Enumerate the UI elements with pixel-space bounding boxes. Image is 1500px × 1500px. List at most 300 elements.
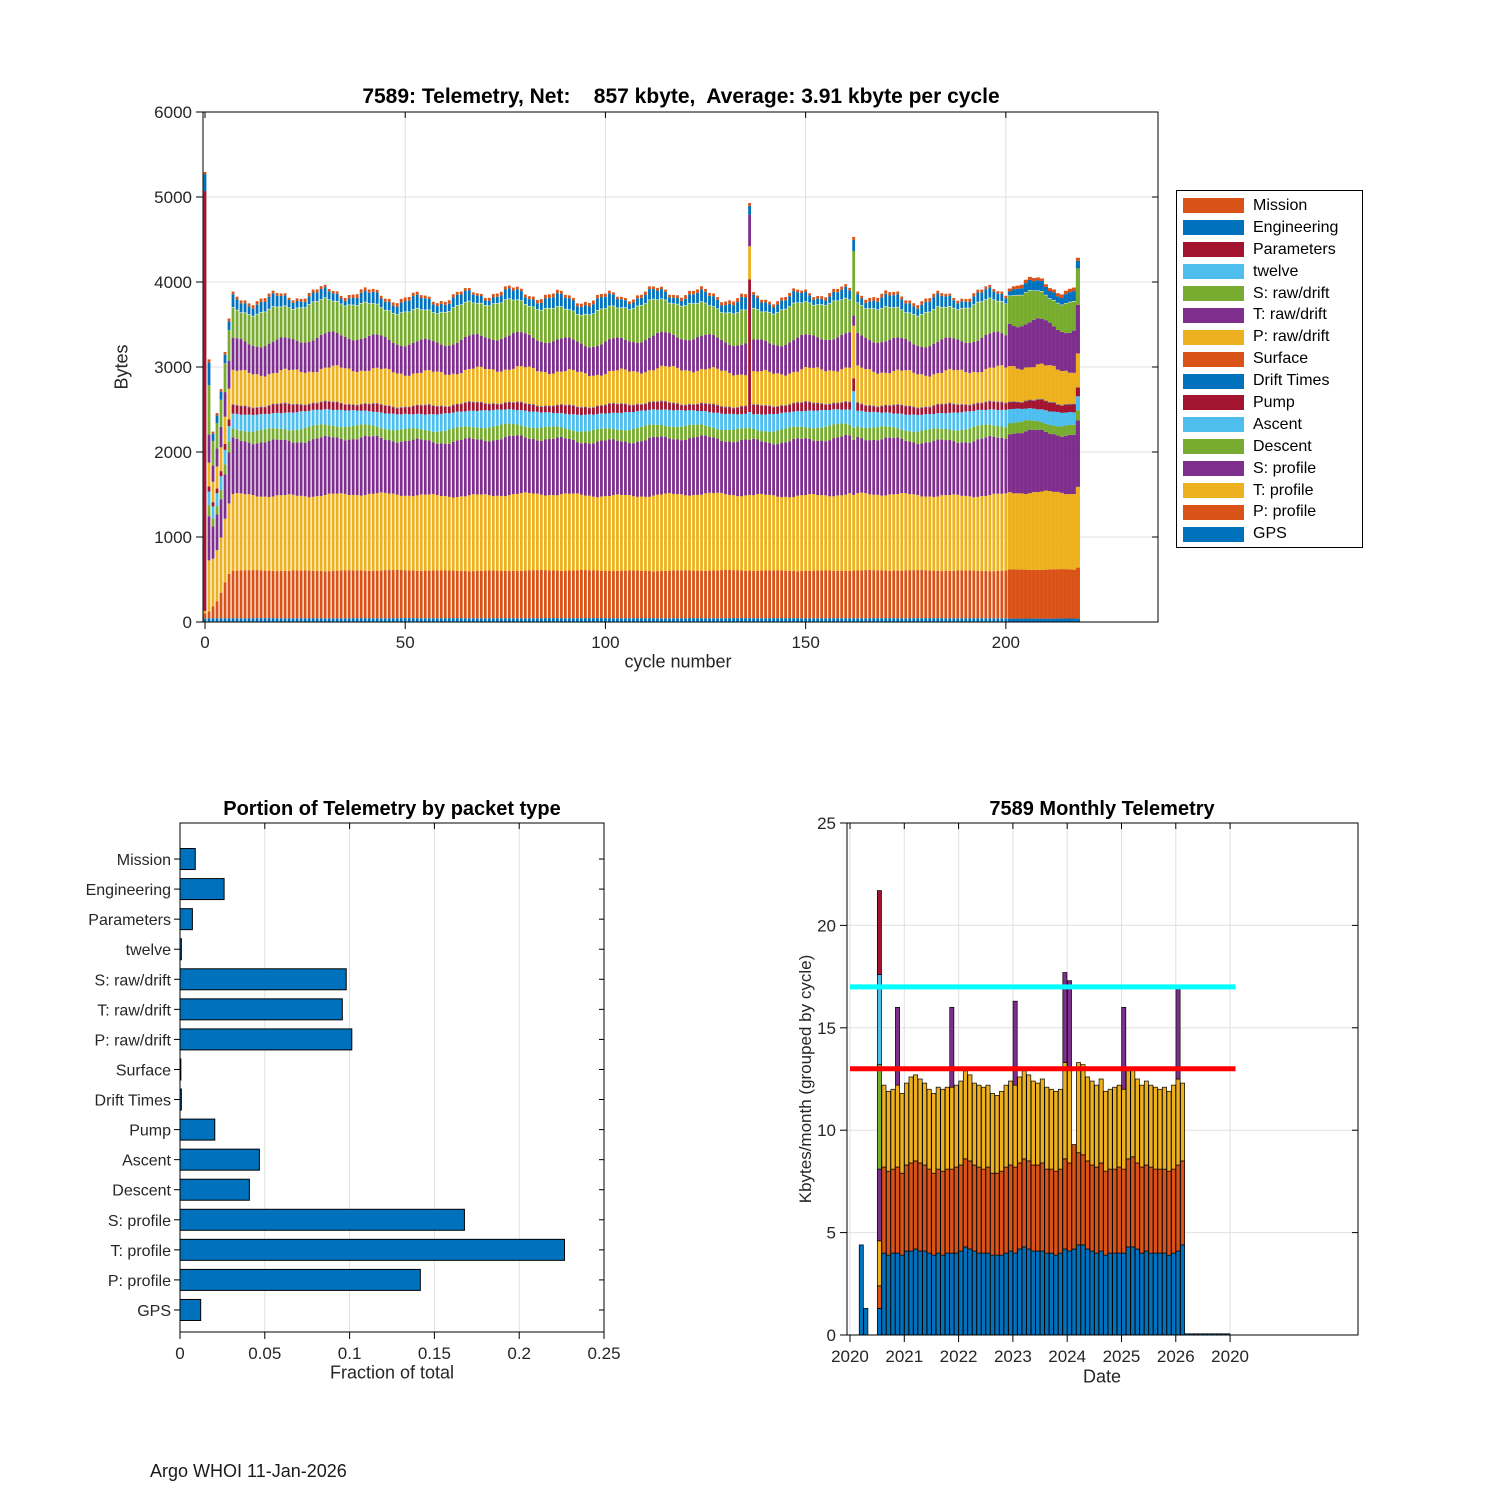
bar-segment — [1056, 296, 1060, 303]
bar-segment — [608, 618, 611, 622]
bar-segment — [208, 435, 211, 463]
bar-segment — [1040, 619, 1044, 622]
bar-segment — [460, 404, 463, 412]
bar-segment — [420, 618, 423, 622]
bar-segment — [1012, 296, 1016, 326]
bar-segment — [812, 618, 815, 622]
bar-segment — [608, 439, 611, 496]
bar-segment — [560, 427, 563, 437]
bar-segment — [660, 366, 663, 401]
bar-segment — [844, 424, 847, 435]
monthly-bar-segment — [968, 1249, 972, 1335]
bar-segment — [708, 404, 711, 412]
bar-segment — [1040, 570, 1044, 619]
bar-segment — [804, 571, 807, 618]
bar-segment — [380, 571, 383, 619]
bar-segment — [900, 414, 903, 430]
bar-segment — [1020, 295, 1024, 326]
bar-segment — [688, 371, 691, 404]
bar-segment — [672, 298, 675, 304]
bar-segment — [844, 409, 847, 423]
bar-segment — [828, 296, 831, 303]
bar-segment — [956, 443, 959, 495]
bar-segment — [1040, 281, 1044, 291]
bar-segment — [916, 432, 919, 444]
bar-segment — [600, 429, 603, 441]
bar-segment — [924, 348, 927, 376]
bar-segment — [712, 570, 715, 618]
bar-segment — [932, 497, 935, 571]
bar-segment — [660, 401, 663, 409]
bar-segment — [968, 308, 971, 343]
bar-segment — [460, 305, 463, 340]
bar-segment — [320, 300, 323, 335]
bar-segment — [832, 571, 835, 618]
bar-segment — [964, 411, 967, 429]
bar-segment — [872, 412, 875, 428]
bar-segment — [828, 440, 831, 496]
bar-segment — [584, 314, 587, 346]
bar-segment — [476, 367, 479, 402]
bar-segment — [404, 407, 407, 413]
bar-segment — [324, 425, 327, 436]
bar-segment — [356, 425, 359, 439]
bar-segment — [988, 287, 991, 297]
bar-segment — [796, 571, 799, 618]
bar-segment — [864, 440, 867, 493]
bar-segment — [664, 437, 667, 494]
bar-segment — [1076, 487, 1080, 568]
bar-segment — [876, 412, 879, 427]
legend-swatch — [1183, 286, 1244, 301]
bar-segment — [852, 618, 855, 622]
bar-segment — [452, 571, 455, 619]
bar-segment — [536, 570, 539, 618]
bar-segment — [568, 570, 571, 618]
bar-segment — [244, 618, 247, 622]
bar-segment — [356, 306, 359, 340]
bar-segment — [944, 618, 947, 622]
bar-segment — [732, 570, 735, 618]
bar-segment — [676, 304, 679, 337]
bar-segment — [944, 296, 947, 307]
bar-segment — [864, 493, 867, 570]
bar-segment — [1028, 493, 1032, 570]
bar-segment — [512, 618, 515, 622]
bar-segment — [724, 301, 727, 304]
bar-segment — [284, 295, 287, 305]
bar-segment — [300, 429, 303, 442]
bar-segment — [436, 444, 439, 495]
bar-segment — [632, 443, 635, 496]
bar-segment — [820, 299, 823, 304]
bar-segment — [920, 570, 923, 618]
monthly-bar-segment — [1171, 1169, 1175, 1253]
bar-segment — [848, 368, 851, 402]
bar-segment — [1016, 493, 1020, 569]
bar-segment — [404, 301, 407, 312]
bar-segment — [668, 439, 671, 493]
bar-segment — [836, 292, 839, 300]
bar-segment — [264, 346, 267, 376]
bar-segment — [272, 291, 275, 294]
bar-segment — [240, 303, 243, 312]
bar-segment — [364, 291, 367, 302]
bar-segment — [432, 494, 435, 571]
bar-segment — [776, 570, 779, 618]
bar-segment — [764, 431, 767, 442]
bar-segment — [980, 293, 983, 302]
bar-segment — [684, 411, 687, 426]
bar-segment — [760, 371, 763, 405]
bar-segment — [316, 496, 319, 571]
bar-segment — [600, 618, 603, 622]
bar-segment — [692, 372, 695, 404]
bar-segment — [540, 310, 543, 341]
bar-segment — [596, 298, 599, 310]
bar-segment — [812, 300, 815, 305]
bar-segment — [388, 414, 391, 430]
bar-segment — [900, 571, 903, 619]
bar-segment — [904, 415, 907, 431]
bar-segment — [716, 493, 719, 571]
bar-segment — [676, 427, 679, 439]
bar-segment — [480, 367, 483, 402]
bar-segment — [996, 410, 999, 426]
bar-segment — [1024, 283, 1028, 292]
bar-segment — [520, 402, 523, 410]
bar-segment — [432, 442, 435, 494]
bar-segment — [976, 372, 979, 402]
bar-segment — [276, 307, 279, 339]
legend-label: Ascent — [1253, 415, 1302, 433]
bar-segment — [728, 373, 731, 407]
bar-segment — [396, 414, 399, 430]
bar-segment — [980, 618, 983, 622]
bar-segment — [856, 292, 859, 295]
bar-segment — [684, 370, 687, 404]
bar-segment — [688, 618, 691, 622]
bar-segment — [456, 404, 459, 411]
bar-segment — [552, 294, 555, 298]
bar-segment — [876, 343, 879, 374]
bar-segment — [1052, 366, 1056, 402]
bar-segment — [376, 571, 379, 619]
monthly-bar-segment — [1013, 1167, 1017, 1253]
bar-segment — [920, 415, 923, 431]
bar-segment — [972, 296, 975, 304]
bar-segment — [968, 343, 971, 373]
bar-segment — [564, 429, 567, 439]
monthly-bar-segment — [959, 1081, 963, 1165]
bar-segment — [396, 303, 399, 307]
bar-segment — [580, 570, 583, 618]
bar-segment — [852, 440, 855, 495]
bar-segment — [544, 295, 547, 299]
bar-segment — [708, 293, 711, 296]
bar-segment — [428, 431, 431, 440]
bar-segment — [556, 437, 559, 495]
monthly-bar-segment — [1158, 1089, 1162, 1169]
bar-segment — [304, 405, 307, 411]
bar-segment — [456, 295, 459, 305]
bar-segment — [552, 426, 555, 438]
bar-segment — [264, 298, 267, 302]
bar-segment — [796, 338, 799, 372]
bar-segment — [432, 372, 435, 405]
bar-segment — [840, 287, 843, 290]
bar-segment — [568, 405, 571, 414]
bar-segment — [864, 428, 867, 440]
bar-segment — [488, 301, 491, 306]
bar-segment — [220, 490, 223, 499]
bar-segment — [640, 305, 643, 342]
monthly-bar-segment — [1167, 1255, 1171, 1335]
bar-segment — [756, 571, 759, 618]
bar-segment — [964, 372, 967, 404]
bar-segment — [236, 299, 239, 309]
bar-segment — [384, 493, 387, 570]
legend-swatch — [1183, 242, 1244, 257]
bar-segment — [852, 240, 855, 251]
bar-segment — [264, 312, 267, 346]
bar-segment — [420, 414, 423, 429]
legend-label: Parameters — [1253, 240, 1336, 258]
bar-segment — [800, 439, 803, 495]
bar-segment — [656, 402, 659, 410]
bar-segment — [744, 414, 747, 429]
bar-segment — [312, 426, 315, 440]
bar-segment — [912, 494, 915, 570]
bar-segment — [232, 618, 235, 622]
bar-segment — [296, 298, 299, 301]
bar-segment — [728, 304, 731, 313]
bar-segment — [440, 443, 443, 496]
bar-segment — [480, 494, 483, 570]
bar-segment — [912, 315, 915, 345]
bar-segment — [468, 288, 471, 290]
bar-segment — [836, 424, 839, 437]
bar-segment — [1012, 493, 1016, 569]
bar-segment — [824, 570, 827, 618]
bar-segment — [528, 404, 531, 411]
bar-segment — [632, 371, 635, 404]
bar-segment — [952, 441, 955, 494]
category-label: Surface — [115, 1062, 171, 1080]
legend-item-parameters — [1177, 239, 1362, 261]
monthly-bar-segment — [1085, 1161, 1089, 1249]
bar-segment — [336, 294, 339, 301]
monthly-bar-segment — [882, 1167, 886, 1253]
bar-segment — [780, 310, 783, 346]
bar-segment — [284, 403, 287, 412]
bar-segment — [520, 301, 523, 332]
bar-segment — [552, 495, 555, 570]
bar-segment — [352, 495, 355, 570]
bar-segment — [536, 303, 539, 309]
bar-segment — [1024, 280, 1028, 283]
bar-segment — [452, 297, 455, 307]
bar-segment — [920, 347, 923, 374]
bar-segment — [804, 411, 807, 427]
legend-swatch — [1183, 264, 1244, 279]
monthly-bar-segment — [1158, 1169, 1162, 1253]
bar-segment — [608, 306, 611, 339]
bar-segment — [848, 300, 851, 332]
bar-segment — [904, 570, 907, 618]
bar-segment — [840, 423, 843, 436]
bar-segment — [1060, 294, 1064, 298]
bar-segment — [1004, 304, 1007, 335]
monthly-bar-segment — [1113, 1087, 1117, 1169]
bar-segment — [452, 405, 455, 412]
bar-segment — [660, 618, 663, 622]
bar-segment — [928, 414, 931, 429]
bar-segment — [260, 442, 263, 496]
bar-segment — [300, 308, 303, 343]
bar-segment — [788, 618, 791, 622]
bar-segment — [608, 413, 611, 428]
bar-segment — [380, 412, 383, 428]
bar-segment — [496, 571, 499, 619]
bar-segment — [256, 408, 259, 415]
bar-segment — [1000, 294, 1003, 301]
bar-segment — [440, 372, 443, 405]
bar-segment — [1068, 405, 1072, 412]
monthly-bar-segment — [1126, 1247, 1130, 1335]
bar-segment — [956, 413, 959, 431]
category-label: Engineering — [85, 882, 171, 900]
bar-segment — [956, 495, 959, 571]
monthly-bar-segment — [936, 1169, 940, 1253]
bar-segment — [216, 506, 219, 514]
bar-segment — [524, 305, 527, 333]
ytick-label: 10 — [817, 1121, 836, 1141]
bar-segment — [436, 306, 439, 313]
bar-segment — [356, 411, 359, 426]
bar-segment — [592, 443, 595, 496]
bar-segment — [380, 428, 383, 438]
portion-bar — [180, 999, 342, 1020]
bar-segment — [304, 302, 307, 308]
bar-segment — [376, 618, 379, 622]
bar-segment — [432, 571, 435, 619]
bar-segment — [916, 305, 919, 308]
bar-segment — [992, 402, 995, 410]
bar-segment — [472, 334, 475, 368]
bar-segment — [656, 288, 659, 291]
bar-segment — [264, 414, 267, 429]
bar-segment — [888, 406, 891, 413]
bar-segment — [844, 287, 847, 298]
bar-segment — [736, 302, 739, 312]
bar-segment — [888, 340, 891, 374]
bar-segment — [512, 410, 515, 424]
bar-segment — [308, 571, 311, 619]
bar-segment — [488, 427, 491, 441]
monthly-bar-segment — [927, 1089, 931, 1169]
bar-segment — [580, 408, 583, 416]
bar-segment — [768, 432, 771, 443]
xtick-label: 2026 — [1156, 1347, 1195, 1366]
bar-segment — [696, 371, 699, 404]
bar-segment — [252, 570, 255, 618]
monthly-bar-segment — [1131, 1247, 1135, 1335]
bar-segment — [780, 301, 783, 310]
monthly-bar-segment — [950, 1253, 954, 1335]
bar-segment — [716, 413, 719, 429]
bar-segment — [456, 618, 459, 622]
bar-segment — [1048, 403, 1052, 412]
bar-segment — [768, 443, 771, 495]
monthly-bar-segment — [1004, 1253, 1008, 1335]
bar-segment — [816, 441, 819, 495]
monthly-bar-segment — [1180, 1245, 1184, 1335]
bar-segment — [600, 406, 603, 414]
bar-segment — [760, 302, 763, 311]
bar-segment — [456, 497, 459, 571]
bar-segment — [572, 440, 575, 494]
bar-segment — [216, 423, 219, 449]
bar-segment — [1060, 426, 1064, 436]
bar-segment — [744, 343, 747, 375]
bar-segment — [932, 414, 935, 428]
bar-segment — [1032, 492, 1036, 570]
bar-segment — [540, 299, 543, 303]
bar-segment — [688, 304, 691, 340]
monthly-bar-segment — [977, 1253, 981, 1335]
bar-segment — [968, 302, 971, 308]
bar-segment — [488, 442, 491, 496]
xtick-label: 0 — [175, 1344, 185, 1363]
bar-segment — [472, 295, 475, 303]
bar-segment — [708, 437, 711, 493]
bar-segment — [836, 437, 839, 495]
bar-segment — [252, 432, 255, 445]
bar-segment — [676, 368, 679, 403]
bar-segment — [996, 291, 999, 293]
bar-segment — [360, 293, 363, 303]
bar-segment — [972, 293, 975, 296]
bar-segment — [316, 302, 319, 338]
bar-segment — [248, 494, 251, 570]
bar-segment — [948, 307, 951, 338]
bar-segment — [668, 403, 671, 410]
bar-segment — [452, 413, 455, 428]
bar-segment — [364, 436, 367, 495]
bar-segment — [776, 301, 779, 304]
bar-segment — [1036, 409, 1040, 421]
bar-segment — [900, 296, 903, 299]
monthly-bar-segment — [977, 1085, 981, 1167]
bar-segment — [496, 496, 499, 571]
bar-segment — [556, 405, 559, 413]
bar-segment — [1076, 568, 1080, 619]
bar-segment — [552, 297, 555, 308]
bar-segment — [212, 618, 215, 622]
bar-segment — [420, 406, 423, 415]
monthly-bar-segment — [1081, 1155, 1085, 1245]
monthly-bar-segment — [1117, 1085, 1121, 1167]
bar-segment — [824, 441, 827, 495]
bar-segment — [644, 372, 647, 403]
bar-segment — [1020, 370, 1024, 403]
bar-segment — [692, 291, 695, 295]
bar-segment — [1060, 305, 1064, 332]
bar-segment — [508, 335, 511, 369]
bar-segment — [508, 370, 511, 402]
bar-segment — [512, 290, 515, 299]
